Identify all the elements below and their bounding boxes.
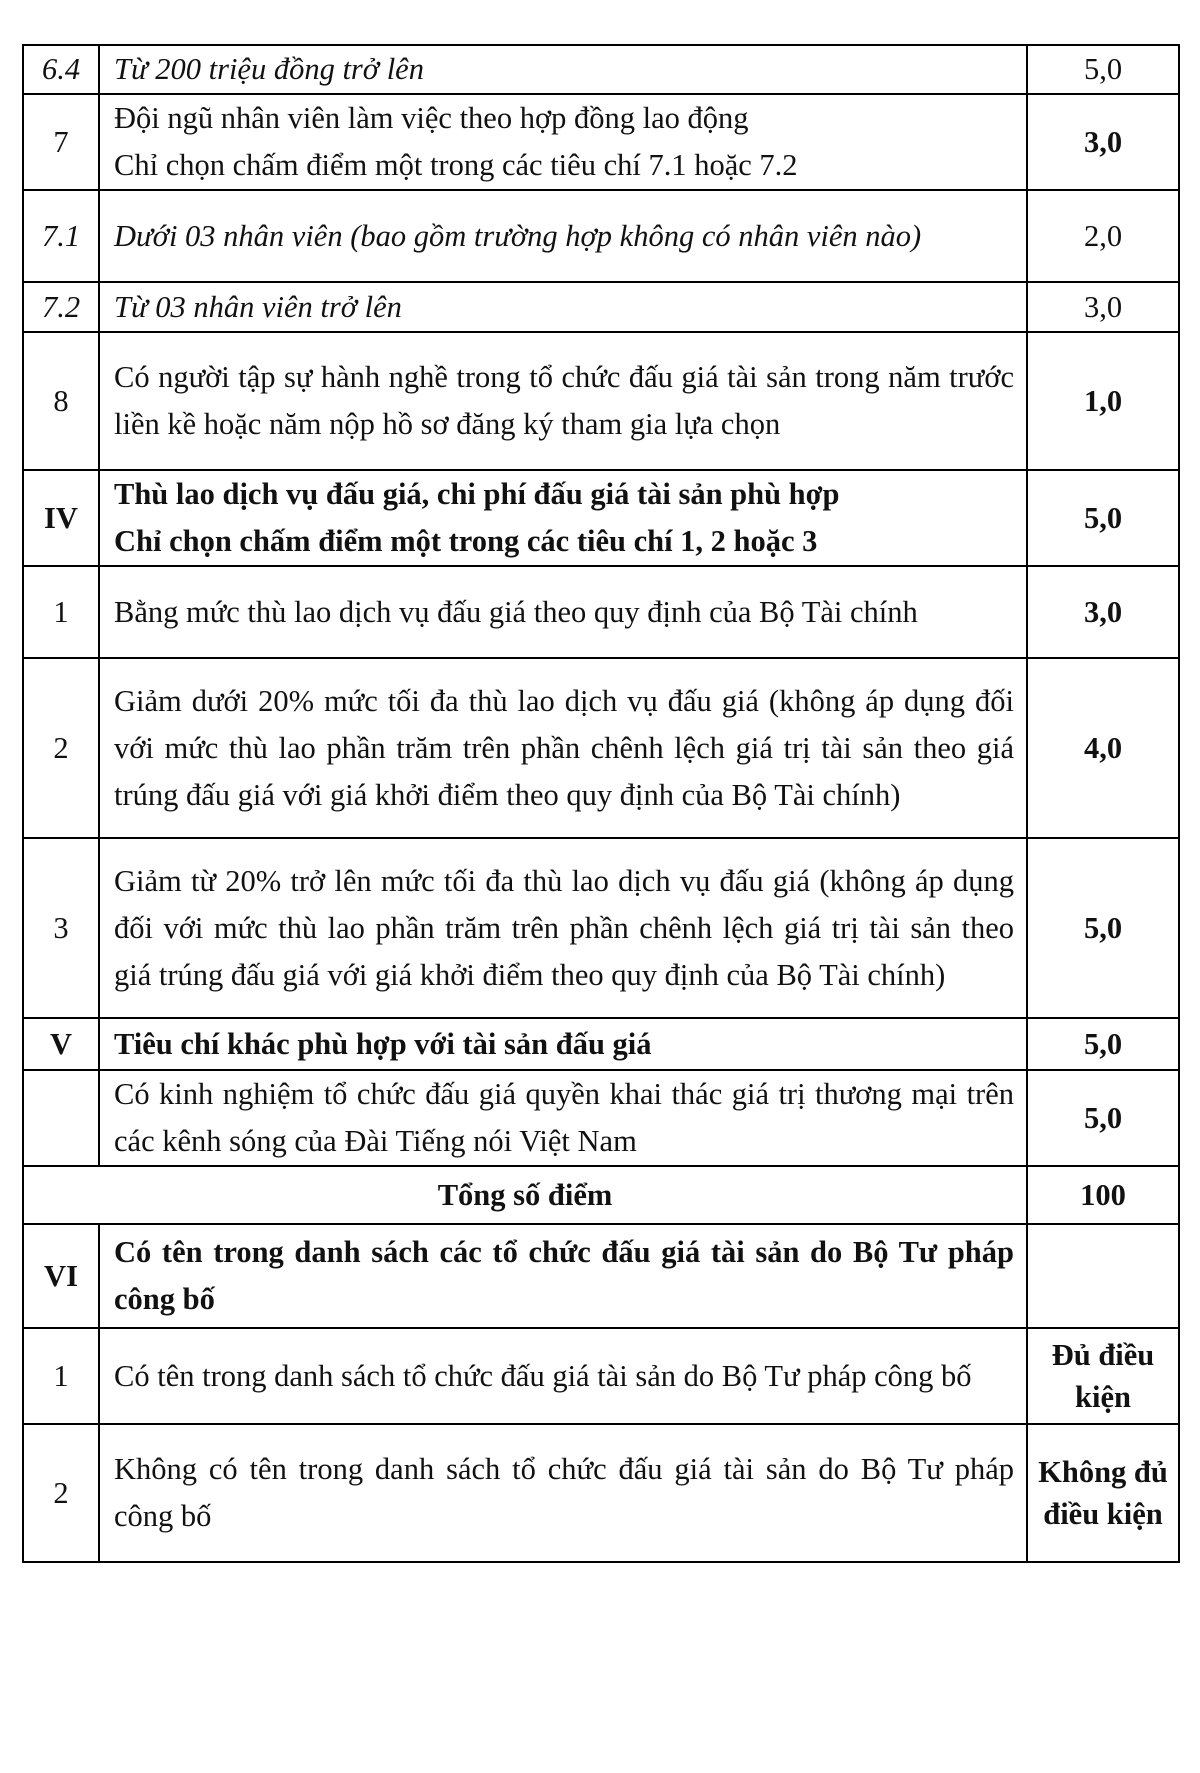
criterion-text-line: Tiêu chí khác phù hợp với tài sản đấu giá [114, 1026, 652, 1061]
criterion-number: 2 [23, 658, 99, 838]
scoring-criteria-table [22, 44, 1180, 1563]
table-row [23, 332, 1179, 470]
criterion-text-line: Có người tập sự hành nghề trong tổ chức đấu giá tài sản trong năm trước liền kề hoặc năm nộp hồ sơ đăng ký tham gia lựa chọn [114, 360, 1014, 441]
criterion-text [99, 1328, 1027, 1424]
criterion-text [99, 190, 1027, 282]
criterion-text-line: Giảm từ 20% trở lên mức tối đa thù lao dịch vụ đấu giá (không áp dụng đối với mức thù lao phần trăm trên phần chênh lệch giá trị tài sản theo giá trúng đấu giá với giá khởi điểm theo quy định của Bộ Tài chính) [114, 863, 1014, 992]
criteria-table-page [22, 44, 1178, 1563]
criterion-number: IV [23, 470, 99, 566]
criterion-text-line: Có kinh nghiệm tổ chức đấu giá quyền khai thác giá trị thương mại trên các kênh sóng của Đài Tiếng nói Việt Nam [114, 1077, 1014, 1158]
criterion-points: 5,0 [1027, 1070, 1179, 1166]
criterion-text-line: Chỉ chọn chấm điểm một trong các tiêu chí 7.1 hoặc 7.2 [114, 148, 798, 182]
table-row [23, 1424, 1179, 1562]
criterion-points: 3,0 [1027, 566, 1179, 658]
total-label: Tổng số điểm [23, 1166, 1027, 1224]
table-row [23, 1166, 1179, 1224]
criterion-number: VI [23, 1224, 99, 1328]
criterion-points: 5,0 [1027, 1018, 1179, 1070]
table-row [23, 566, 1179, 658]
criterion-points: Đủ điều kiện [1027, 1328, 1179, 1424]
criterion-number: V [23, 1018, 99, 1070]
criterion-text-line: Chỉ chọn chấm điểm một trong các tiêu chí 1, 2 hoặc 3 [114, 524, 818, 558]
table-row [23, 658, 1179, 838]
criterion-text-line: Từ 200 triệu đồng trở lên [114, 52, 424, 86]
criterion-points: 3,0 [1027, 282, 1179, 332]
table-row [23, 1224, 1179, 1328]
criterion-points: 1,0 [1027, 332, 1179, 470]
criterion-text [99, 94, 1027, 190]
criterion-text-line: Có tên trong danh sách các tổ chức đấu giá tài sản do Bộ Tư pháp công bố [114, 1235, 1014, 1316]
criterion-number: 2 [23, 1424, 99, 1562]
criterion-number: 6.4 [23, 45, 99, 94]
criterion-text [99, 658, 1027, 838]
criterion-number: 1 [23, 1328, 99, 1424]
criterion-points: 5,0 [1027, 838, 1179, 1018]
criterion-number [23, 1070, 99, 1166]
criterion-text-line: Thù lao dịch vụ đấu giá, chi phí đấu giá tài sản phù hợp [114, 477, 840, 511]
table-row [23, 1070, 1179, 1166]
criterion-text-line: Dưới 03 nhân viên (bao gồm trường hợp không có nhân viên nào) [114, 218, 922, 253]
criterion-number: 7 [23, 94, 99, 190]
criterion-text-line: Giảm dưới 20% mức tối đa thù lao dịch vụ đấu giá (không áp dụng đối với mức thù lao phần trăm trên phần chênh lệch giá trị tài sản theo giá trúng đấu giá với giá khởi điểm theo quy định của Bộ Tài chính) [114, 683, 1014, 812]
criterion-number: 7.2 [23, 282, 99, 332]
criterion-text-line: Bằng mức thù lao dịch vụ đấu giá theo quy định của Bộ Tài chính [114, 594, 918, 629]
table-row [23, 838, 1179, 1018]
criterion-points [1027, 1224, 1179, 1328]
criterion-text [99, 282, 1027, 332]
table-row [23, 45, 1179, 94]
table-row [23, 470, 1179, 566]
criterion-points: 4,0 [1027, 658, 1179, 838]
criterion-text [99, 1018, 1027, 1070]
criterion-text-line: Đội ngũ nhân viên làm việc theo hợp đồng lao động [114, 101, 749, 135]
criterion-points: 3,0 [1027, 94, 1179, 190]
criterion-text-line: Không có tên trong danh sách tổ chức đấu giá tài sản do Bộ Tư pháp công bố [114, 1452, 1014, 1533]
criterion-number: 8 [23, 332, 99, 470]
criterion-text [99, 470, 1027, 566]
table-row [23, 94, 1179, 190]
criterion-points: 5,0 [1027, 45, 1179, 94]
criterion-text-line: Từ 03 nhân viên trở lên [114, 289, 402, 324]
total-points: 100 [1027, 1166, 1179, 1224]
criterion-points: 5,0 [1027, 470, 1179, 566]
criterion-number: 1 [23, 566, 99, 658]
criterion-text [99, 332, 1027, 470]
table-body [23, 45, 1179, 1562]
criterion-text-line: Có tên trong danh sách tổ chức đấu giá tài sản do Bộ Tư pháp công bố [114, 1358, 972, 1393]
table-row [23, 1328, 1179, 1424]
table-row [23, 282, 1179, 332]
criterion-text [99, 1070, 1027, 1166]
table-row [23, 190, 1179, 282]
criterion-points: Không đủ điều kiện [1027, 1424, 1179, 1562]
criterion-points: 2,0 [1027, 190, 1179, 282]
criterion-text [99, 566, 1027, 658]
table-row [23, 1018, 1179, 1070]
criterion-text [99, 45, 1027, 94]
criterion-text [99, 1224, 1027, 1328]
criterion-text [99, 1424, 1027, 1562]
criterion-number: 7.1 [23, 190, 99, 282]
criterion-text [99, 838, 1027, 1018]
criterion-number: 3 [23, 838, 99, 1018]
